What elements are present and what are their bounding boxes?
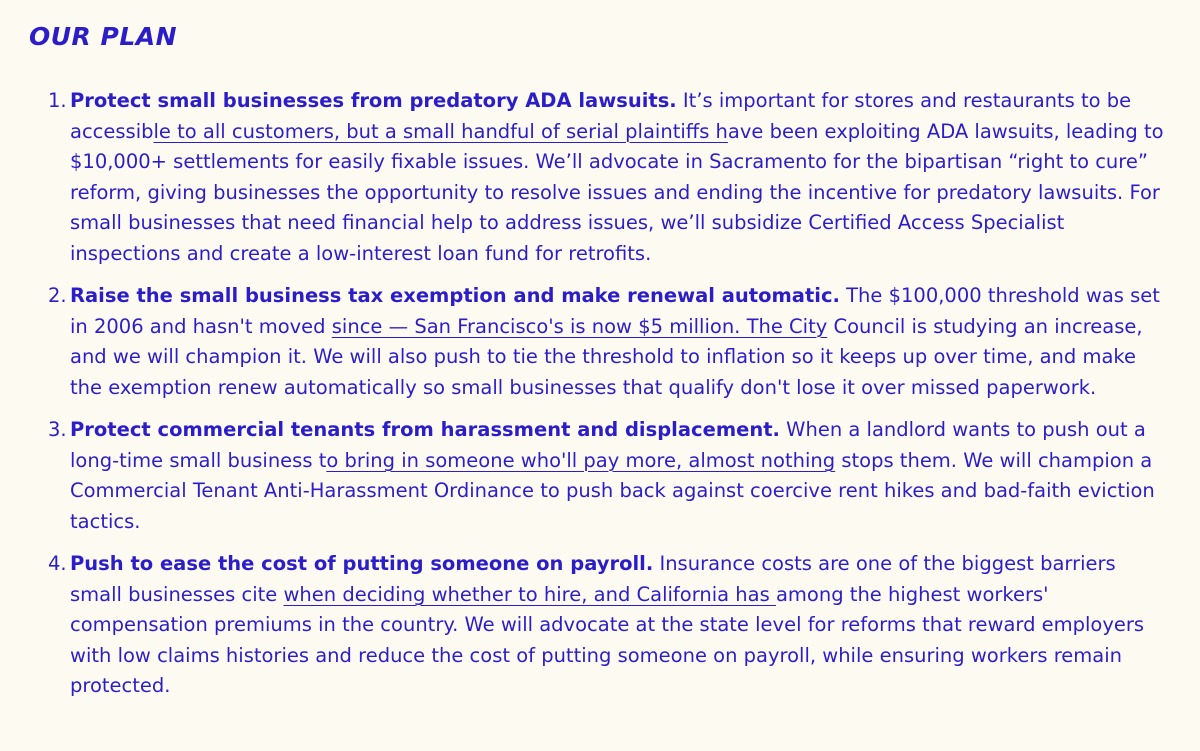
plan-item-payroll-cost — [0, 549, 1200, 702]
plan-list — [0, 86, 1200, 714]
plan-item-text: Insurance costs are one of the biggest barriers small businesses cite — [70, 552, 1116, 606]
plan-item-text: stops them. We will champion a Commercial Tenant Anti-Harassment Ordinance to push back against coercive rent hikes and bad-faith eviction tactics. — [70, 448, 1155, 533]
plan-item-text: It’s important for stores and restaurants to be accessib — [70, 89, 1132, 143]
plan-item-link[interactable]: le to all customers, but a small handful of serial plaintiffs h — [153, 119, 728, 143]
plan-item-number: 1. — [48, 89, 67, 112]
plan-item-link[interactable]: o bring in someone who'll pay more, almost nothing — [326, 448, 836, 472]
plan-item-lead: Protect small businesses from predatory ADA lawsuits. — [70, 89, 677, 112]
plan-item-number: 4. — [48, 552, 67, 575]
plan-item-commercial-tenants — [0, 415, 1200, 537]
plan-item-ada-lawsuits — [0, 86, 1200, 269]
plan-item-number: 2. — [48, 284, 67, 307]
plan-item-text: The $100,000 threshold was set in 2006 and hasn't moved — [70, 284, 1160, 338]
plan-item-lead: Raise the small business tax exemption and make renewal automatic. — [70, 284, 840, 307]
plan-item-link[interactable]: since — San Francisco's is now $5 million. The City — [331, 314, 828, 338]
plan-item-tax-exemption — [0, 281, 1200, 403]
plan-item-number: 3. — [48, 418, 67, 441]
plan-item-lead: Protect commercial tenants from harassment and displacement. — [70, 418, 780, 441]
page-title: OUR PLAN — [29, 22, 178, 51]
plan-item-link[interactable]: when deciding whether to hire, and California has — [283, 582, 776, 606]
plan-item-text: When a landlord wants to push out a long-time small business t — [70, 418, 1146, 472]
plan-item-text: Council is studying an increase, and we will champion it. We will also push to tie the threshold to inflation so it keeps up over time, and make the exemption renew automatically so small businesses that qualify don't lose it over missed paperwork. — [70, 314, 1143, 399]
plan-item-text: ave been exploiting ADA lawsuits, leading to $10,000+ settlements for easily fixable issues. We’ll advocate in Sacramento for the bipartisan “right to cure” reform, giving businesses the opportunity to resolve issues and ending the incentive for predatory lawsuits. For small businesses that need financial help to address issues, we’ll subsidize Certified Access Specialist inspections and create a low-interest loan fund for retrofits. — [70, 119, 1164, 265]
plan-item-text: among the highest workers' compensation premiums in the country. We will advocate at the state level for reforms that reward employers with low claims histories and reduce the cost of putting someone on payroll, while ensuring workers remain protected. — [70, 582, 1145, 697]
plan-item-lead: Push to ease the cost of putting someone on payroll. — [70, 552, 654, 575]
